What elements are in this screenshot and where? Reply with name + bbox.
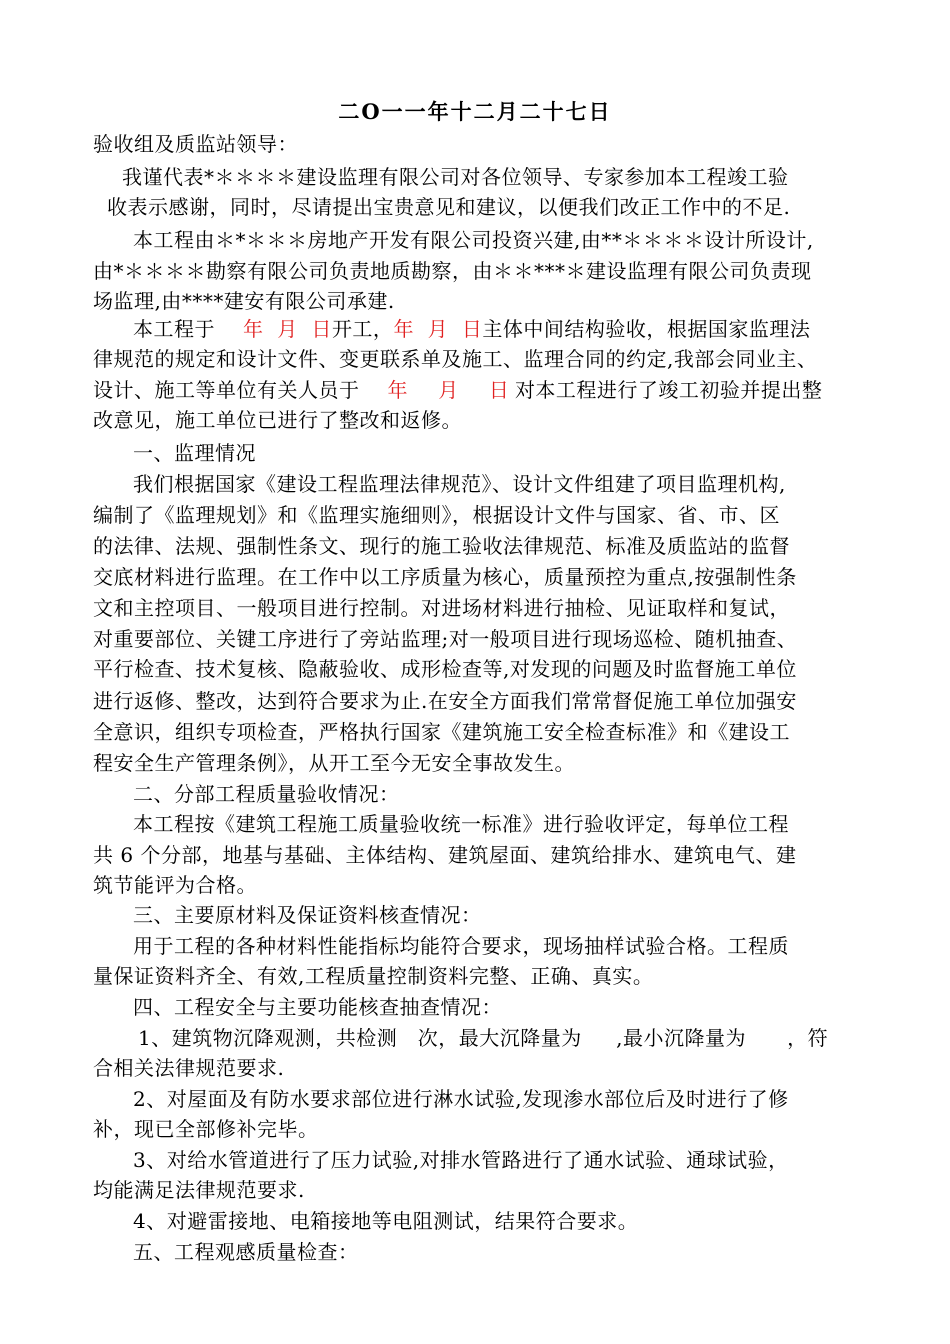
paragraph-line: 全意识，组织专项检查，严格执行国家《建筑施工安全检查标准》和《建设工 [93,720,790,744]
paragraph-line: 补，现已全部修补完毕。 [93,1117,319,1141]
paragraph-line: 改意见，施工单位已进行了整改和返修。 [93,408,462,432]
text-segment: 本工程于 [133,317,215,341]
paragraph-line: 1、建筑物沉降观测，共检测 次，最大沉降量为 ,最小沉降量为 ，符 [138,1026,829,1050]
section-heading: 三、主要原材料及保证资料核查情况： [133,903,482,927]
paragraph-line: 收表示感谢，同时，尽请提出宝贵意见和建议，以便我们改正工作中的不足. [107,195,791,219]
paragraph-line: 4、对避雷接地、电箱接地等电阻测试，结果符合要求。 [133,1209,639,1233]
paragraph-line: 均能满足法律规范要求. [93,1178,305,1202]
paragraph-line: 我们根据国家《建设工程监理法律规范》、设计文件组建了项目监理机构, [133,472,786,496]
paragraph-line: 文和主控项目、一般项目进行控制。对进场材料进行抽检、见证取样和复试， [93,596,790,620]
paragraph-line: 的法律、法规、强制性条文、现行的施工验收法律规范、标准及质监站的监督 [93,534,790,558]
paragraph-line: 进行返修、整改，达到符合要求为止.在安全方面我们常常督促施工单位加强安 [93,689,797,713]
paragraph-line: 用于工程的各种材料性能指标均能符合要求，现场抽样试验合格。工程质 [133,934,789,958]
paragraph-line: 我谨代表*＊＊＊＊建设监理有限公司对各位领导、专家参加本工程竣工验 [122,165,789,189]
paragraph-line: 平行检查、技术复核、隐蔽验收、成形检查等,对发现的问题及时监督施工单位 [93,657,797,681]
paragraph-line: 由*＊＊＊＊勘察有限公司负责地质勘察，由＊＊***＊建设监理有限公司负责现 [93,259,812,283]
paragraph-line: 本工程由＊*＊＊＊房地产开发有限公司投资兴建,由**＊＊＊＊设计所设计, [133,228,814,252]
paragraph-line: 对重要部位、关键工序进行了旁站监理;对一般项目进行现场巡检、随机抽查、 [93,627,798,651]
section-heading: 四、工程安全与主要功能核查抽查情况： [133,995,502,1019]
paragraph-line: 量保证资料齐全、有效,工程质量控制资料完整、正确、真实。 [93,964,654,988]
paragraph-line: 编制了《监理规划》和《监理实施细则》，根据设计文件与国家、省、市、区 [93,503,780,527]
paragraph-line: 2、对屋面及有防水要求部位进行淋水试验,发现渗水部位后及时进行了修 [133,1087,789,1111]
paragraph-line: 3、对给水管道进行了压力试验,对排水管路进行了通水试验、通球试验， [133,1148,789,1172]
paragraph-line: 筑节能评为合格。 [93,873,257,897]
blank-date-placeholder: 年 月 日 [243,317,332,341]
section-heading: 五、工程观感质量检查： [133,1240,359,1264]
text-segment: 设计、施工等单位有关人员于 [93,378,360,402]
blank-date-placeholder: 年 月 日 [393,317,483,341]
document-date-title: 二O一一年十二月二十七日 [338,99,612,124]
salutation: 验收组及质监站领导： [93,132,298,156]
section-heading: 二、分部工程质量验收情况： [133,782,400,806]
paragraph-line: 律规范的规定和设计文件、变更联系单及施工、监理合同的约定,我部会同业主、 [93,347,818,371]
paragraph-line: 共 6 个分部，地基与基础、主体结构、建筑屋面、建筑给排水、建筑电气、建 [93,843,797,867]
section-heading: 一、监理情况 [133,441,256,465]
paragraph-line: 程安全生产管理条例》，从开工至今无安全事故发生。 [93,751,575,775]
paragraph-line: 合相关法律规范要求. [93,1056,285,1080]
blank-date-placeholder: 年 月 日 [387,378,515,402]
text-segment: 主体中间结构验收，根据国家监理法 [482,317,811,341]
text-segment: 开工， [331,317,394,341]
paragraph-line: 交底材料进行监理。在工作中以工序质量为核心，质量预控为重点,按强制性条 [93,565,797,589]
paragraph-line-with-dates [93,377,822,403]
paragraph-line: 本工程按《建筑工程施工质量验收统一标准》进行验收评定，每单位工程 [133,812,789,836]
paragraph-line-with-dates [133,316,810,342]
text-segment: 对本工程进行了竣工初验并提出整 [514,378,823,402]
paragraph-line: 场监理,由****建安有限公司承建. [93,289,395,313]
